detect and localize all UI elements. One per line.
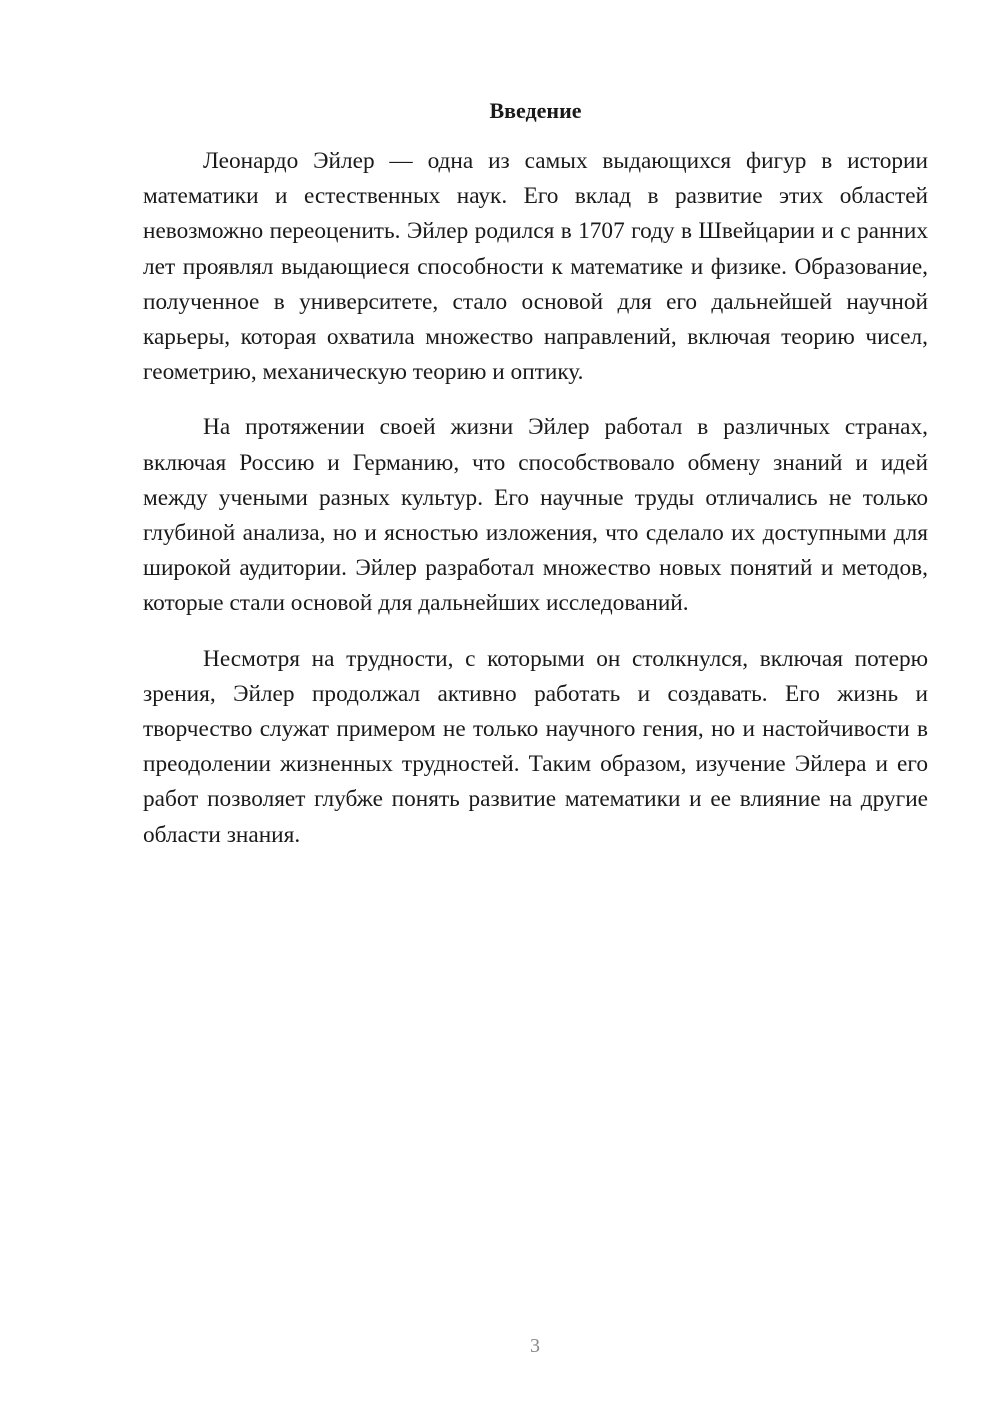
body-text xyxy=(143,144,928,873)
page-number: 3 xyxy=(530,1335,540,1357)
paragraph-3: Несмотря на трудности, с которыми он столкнулся, включая потерю зрения, Эйлер продолжал активно работать и создавать. Его жизнь и творчество служат примером не только научного гения, но и настойчивости в преодолении жизненных трудностей. Таким образом, изучение Эйлера и его работ позволяет глубже понять развитие математики и ее влияние на другие области знания. xyxy=(143,645,928,848)
section-heading: Введение xyxy=(489,98,582,123)
paragraph-1: Леонардо Эйлер — одна из самых выдающихся фигур в истории математики и естественных наук. Его вклад в развитие этих областей невозможно переоценить. Эйлер родился в 1707 году в Швейцарии и с ранних лет проявлял выдающиеся способности к математике и физике. Образование, полученное в университете, стало основой для его дальнейшей научной карьеры, которая охватила множество направлений, включая теорию чисел, геометрию, механическую теорию и оптику. xyxy=(143,148,928,386)
paragraph-2: На протяжении своей жизни Эйлер работал в различных странах, включая Россию и Германию, что способствовало обмену знаний и идей между учеными разных культур. Его научные труды отличались не только глубиной анализа, но и ясностью изложения, что сделало их доступными для широкой аудитории. Эйлер разработал множество новых понятий и методов, которые стали основой для дальнейших исследований. xyxy=(143,414,928,617)
